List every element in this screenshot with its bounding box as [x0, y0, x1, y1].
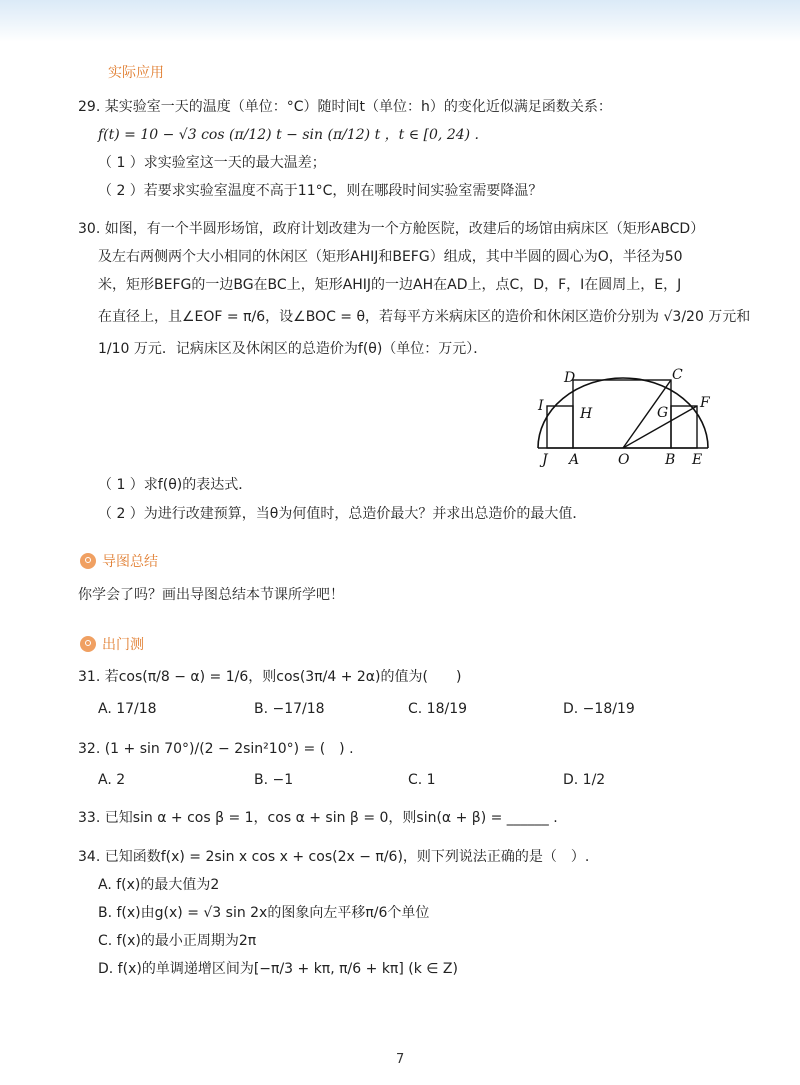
q33-stem: 33. 已知sin α + cos β = 1，cos α + sin β = 0，则sin(α + β) = ______ . [78, 810, 558, 826]
section-title-practical: 实际应用 [108, 65, 164, 81]
q32-option-c: C. 1 [408, 772, 436, 788]
q30-part2: （ 2 ）为进行改建预算，当θ为何值时，总造价最大？并求出总造价的最大值． [98, 506, 587, 522]
label-H: H [580, 406, 593, 422]
label-B: B [665, 452, 676, 468]
label-I: I [538, 398, 544, 414]
label-J: J [542, 452, 548, 468]
q30-line5: 1/10 万元．记病床区及休闲区的总造价为f(θ)（单位：万元）． [98, 341, 488, 357]
q34-option-a: A. f(x)的最大值为2 [98, 877, 220, 893]
q34-option-d: D. f(x)的单调递增区间为[−π/3 + kπ, π/6 + kπ] (k ∈ Z) [98, 961, 458, 977]
header-band [0, 0, 800, 42]
q34-option-b: B. f(x)由g(x) = √3 sin 2x的图象向左平移π/6个单位 [98, 905, 430, 921]
q31-option-d: D. −18/19 [563, 701, 635, 717]
q32-stem: 32. (1 + sin 70°)/(2 − 2sin²10°) = ( ) . [78, 741, 354, 757]
label-A: A [569, 452, 580, 468]
summary-text: 你学会了吗？画出导图总结本节课所学吧！ [78, 587, 344, 603]
q30-line2: 及左右两侧两个大小相同的休闲区（矩形AHIJ和BEFG）组成，其中半圆的圆心为O，半径为50 [98, 249, 683, 265]
lightbulb-icon [80, 636, 96, 652]
q29-formula: f(t) = 10 − √3 cos (π/12) t − sin (π/12) t ，t ∈ [0, 24) . [98, 127, 480, 143]
q32-option-d: D. 1/2 [563, 772, 606, 788]
page-number: 7 [396, 1052, 405, 1067]
rect-AHIJ [547, 406, 573, 448]
section-title-mindmap [80, 551, 158, 571]
rect-BEFG [671, 406, 697, 448]
semicircle-arc [538, 378, 708, 448]
q31-stem: 31. 若cos(π/8 − α) = 1/6，则cos(3π/4 + 2α)的值为( ) [78, 669, 462, 685]
label-D: D [564, 370, 576, 386]
semicircle-figure [530, 368, 730, 468]
label-C: C [672, 368, 683, 383]
q34-option-c: C. f(x)的最小正周期为2π [98, 933, 257, 949]
section-title-exit-test [80, 634, 144, 654]
lightbulb-icon [80, 553, 96, 569]
label-G: G [657, 405, 669, 421]
label-F: F [700, 395, 710, 411]
q31-option-c: C. 18/19 [408, 701, 468, 717]
q31-option-b: B. −17/18 [254, 701, 325, 717]
mindmap-heading-text: 导图总结 [102, 554, 158, 570]
q30-line4: 在直径上，且∠EOF = π/6，设∠BOC = θ，若每平方米病床区的造价和休闲区造价分别为 √3/20 万元和 [98, 309, 751, 325]
q32-option-a: A. 2 [98, 772, 126, 788]
q30-line3: 米，矩形BEFG的一边BG在BC上，矩形AHIJ的一边AH在AD上，点C，D，F，I在圆周上，E，J [98, 277, 682, 293]
q30-line1: 30. 如图，有一个半圆形场馆，政府计划改建为一个方舱医院，改建后的场馆由病床区（矩形ABCD） [78, 221, 705, 237]
label-O: O [618, 452, 630, 468]
exit-test-heading-text: 出门测 [102, 637, 144, 653]
q30-part1: （ 1 ）求f(θ)的表达式． [98, 477, 253, 493]
q31-option-a: A. 17/18 [98, 701, 157, 717]
q32-option-b: B. −1 [254, 772, 294, 788]
q29-part1: （ 1 ）求实验室这一天的最大温差； [98, 155, 326, 171]
q29-part2: （ 2 ）若要求实验室温度不高于11°C，则在哪段时间实验室需要降温？ [98, 183, 543, 199]
label-E: E [692, 452, 703, 468]
q29-line1: 29. 某实验室一天的温度（单位：°C）随时间t（单位：h）的变化近似满足函数关系： [78, 99, 612, 115]
q34-stem: 34. 已知函数f(x) = 2sin x cos x + cos(2x − π/6)，则下列说法正确的是（ ）. [78, 849, 590, 865]
